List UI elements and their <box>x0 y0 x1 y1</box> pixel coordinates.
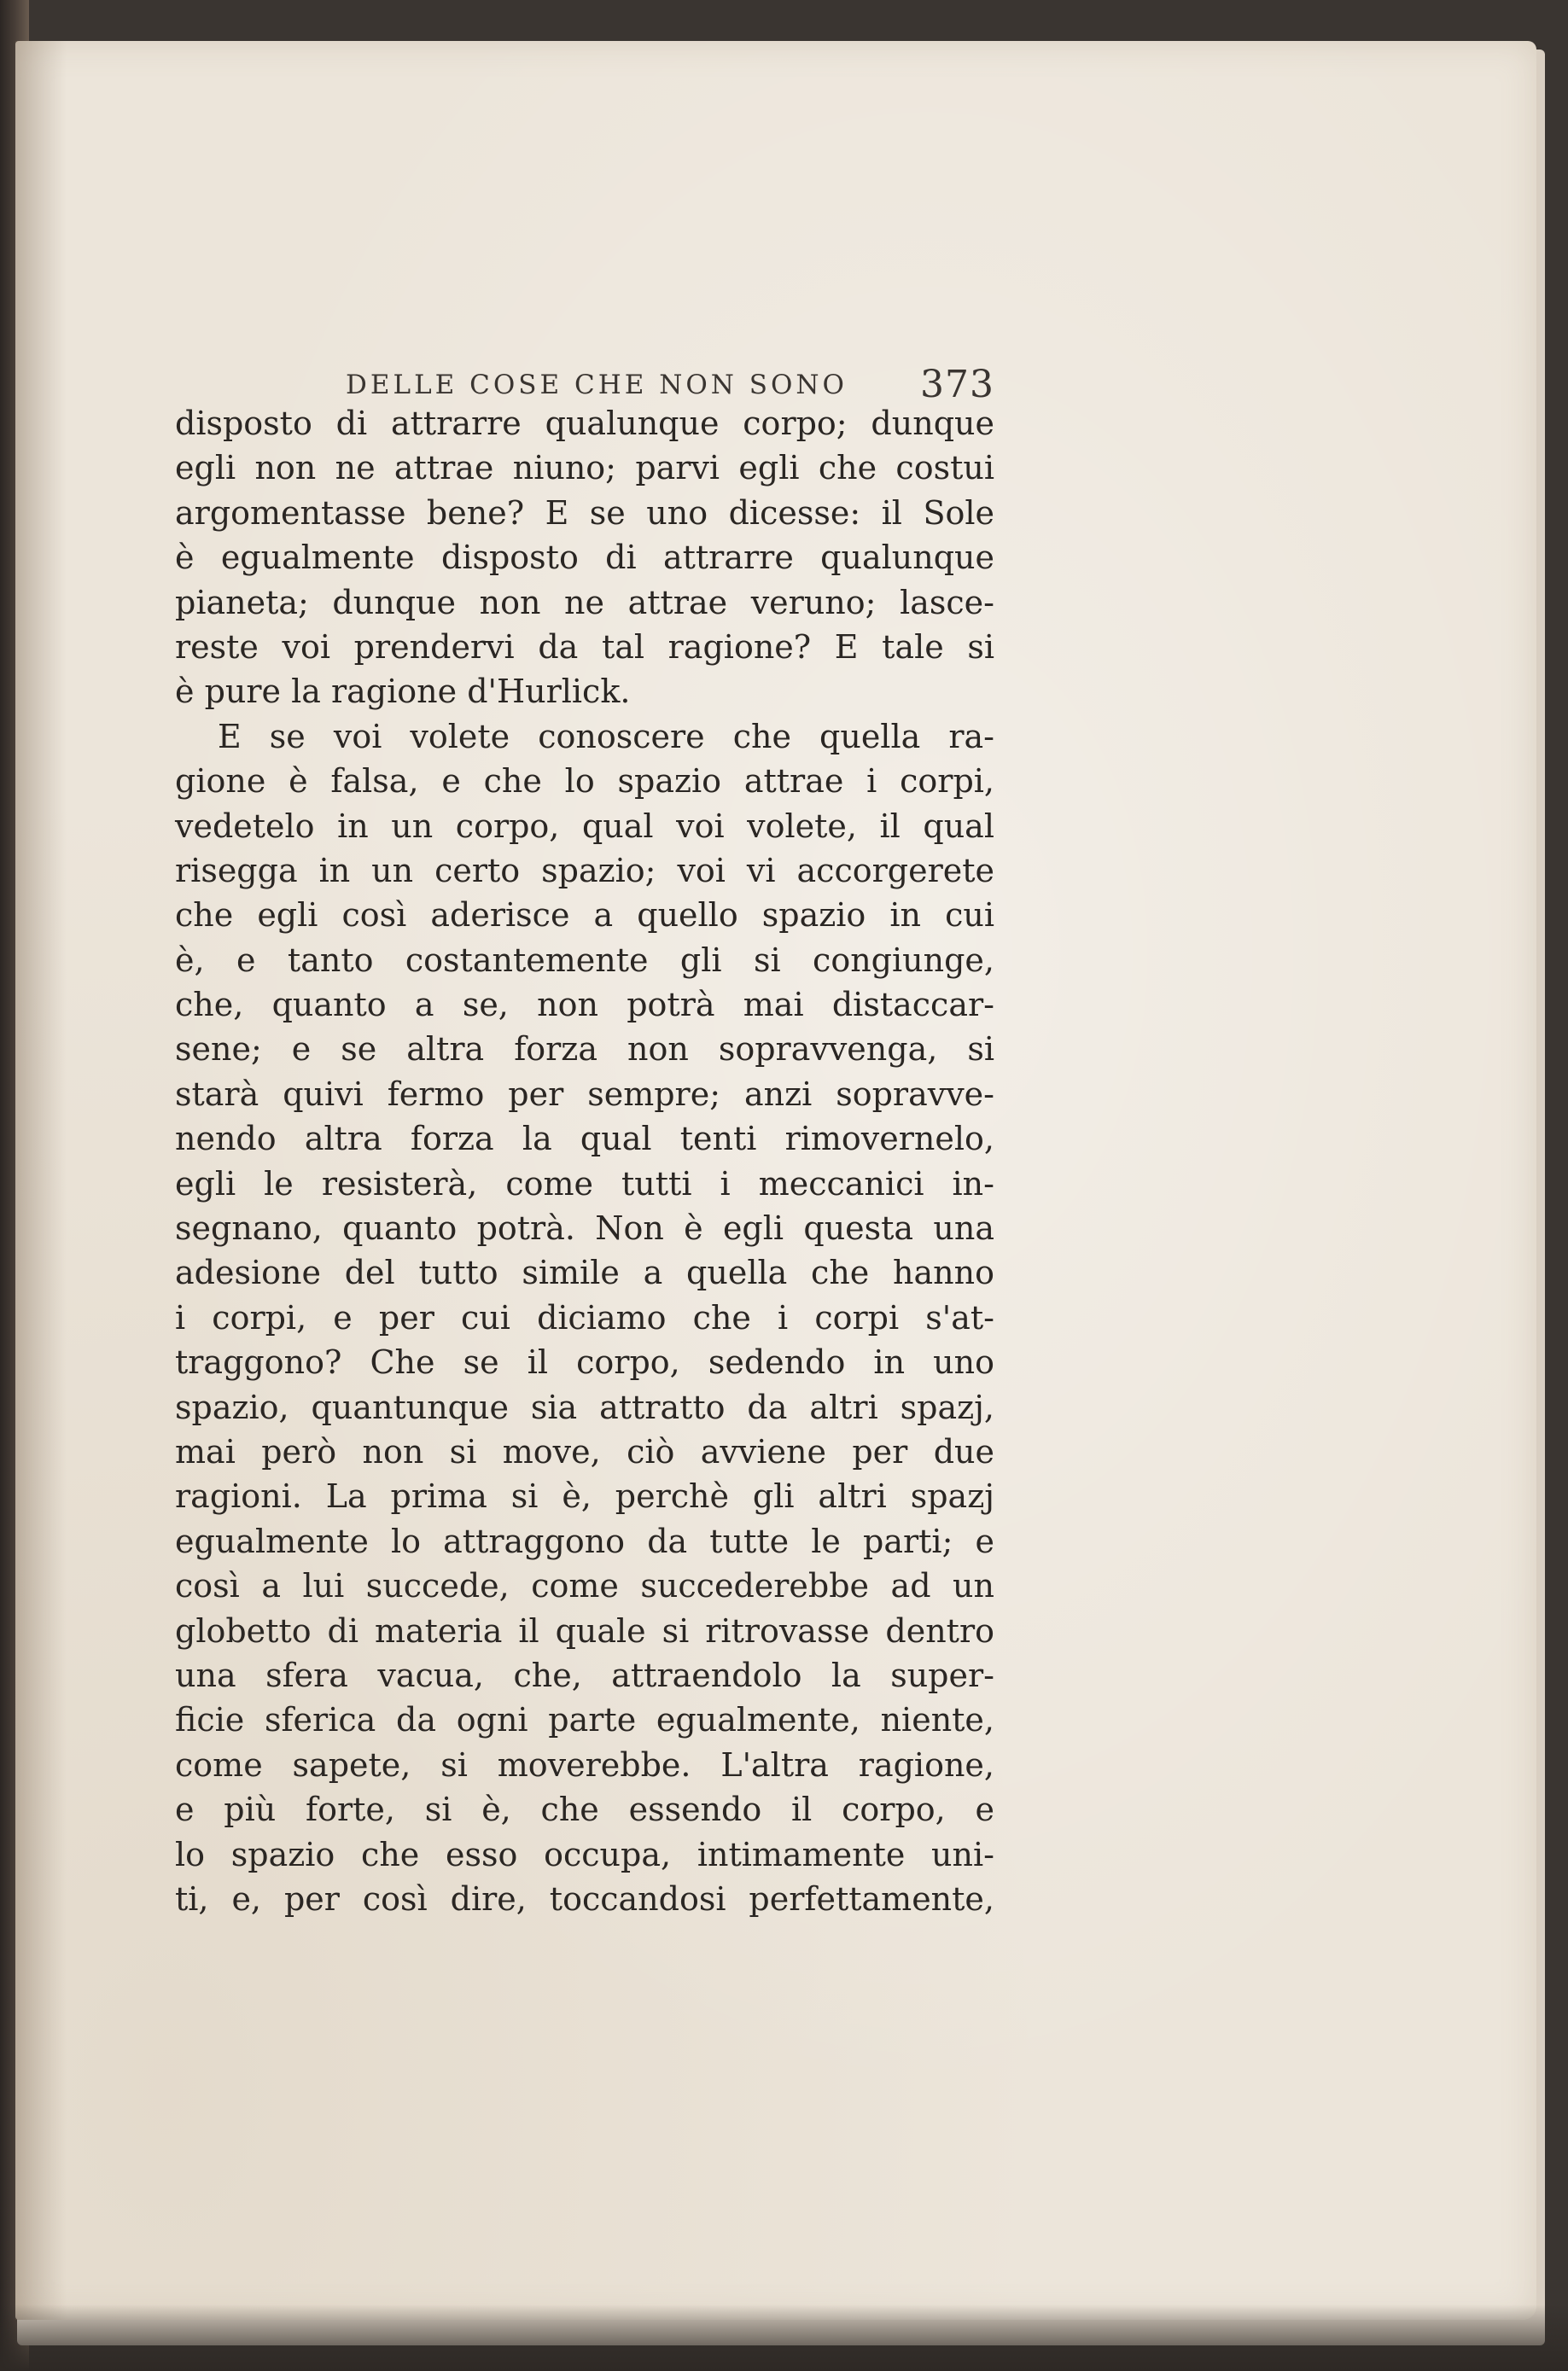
text-line: lo spazio che esso occupa, intimamente uni- <box>175 1835 994 1873</box>
text-line: traggono? Che se il corpo, sedendo in uno <box>175 1343 994 1382</box>
text-line: segnano, quanto potrà. Non è egli questa una <box>175 1209 994 1248</box>
page-number: 373 <box>920 363 994 406</box>
text-line: una sfera vacua, che, attraendolo la super- <box>175 1656 994 1694</box>
text-line: ti, e, per così dire, toccandosi perfettamente, <box>175 1879 994 1918</box>
text-line: che egli così aderisce a quello spazio in cui <box>175 896 994 935</box>
paragraph-end-line: è pure la ragione d'Hurlick. <box>175 673 631 711</box>
text-line: e più forte, si è, che essendo il corpo, e <box>175 1791 994 1829</box>
text-line: è egualmente disposto di attrarre qualunque <box>175 539 994 577</box>
text-line: pianeta; dunque non ne attrae veruno; lasce- <box>175 583 994 621</box>
text-line: egli le resisterà, come tutti i meccanici in- <box>175 1164 994 1203</box>
text-line: così a lui succede, come succederebbe ad un <box>175 1567 994 1605</box>
body-text <box>175 401 994 1921</box>
text-line: sene; e se altra forza non sopravvenga, si <box>175 1030 994 1069</box>
running-title: DELLE COSE CHE NON SONO <box>346 370 848 400</box>
text-line: come sapete, si moverebbe. L'altra ragione, <box>175 1745 994 1784</box>
text-line: mai però non si move, ciò avviene per due <box>175 1432 994 1471</box>
text-line: egli non ne attrae niuno; parvi egli che costui <box>175 449 994 487</box>
paragraph-start-line: E se voi volete conoscere che quella ra- <box>218 717 994 755</box>
page-gutter-shadow <box>15 41 67 2320</box>
text-line: disposto di attrarre qualunque corpo; dunque <box>175 405 994 442</box>
text-line: reste voi prendervi da tal ragione? E tale si <box>175 627 994 666</box>
text-line: è, e tanto costantemente gli si congiunge, <box>175 941 994 979</box>
text-line: globetto di materia il quale si ritrovasse dentro <box>175 1611 994 1650</box>
text-line: starà quivi fermo per sempre; anzi sopravve- <box>175 1075 994 1113</box>
text-line: risegga in un certo spazio; voi vi accorgerete <box>175 851 994 889</box>
text-line: adesione del tutto simile a quella che hanno <box>175 1254 994 1292</box>
text-line: gione è falsa, e che lo spazio attrae i corpi, <box>175 762 994 801</box>
text-line: nendo altra forza la qual tenti rimovernelo, <box>175 1120 994 1158</box>
text-line: i corpi, e per cui diciamo che i corpi s'at- <box>175 1298 994 1337</box>
running-head <box>346 363 994 404</box>
text-line: egualmente lo attraggono da tutte le parti; e <box>175 1522 994 1560</box>
text-line: ragioni. La prima si è, perchè gli altri spazj <box>175 1477 994 1516</box>
text-line: che, quanto a se, non potrà mai distaccar- <box>175 986 994 1024</box>
text-line: vedetelo in un corpo, qual voi volete, il qual <box>175 807 994 845</box>
bottom-shadow <box>0 2304 1568 2371</box>
text-line: spazio, quantunque sia attratto da altri spazj, <box>175 1388 994 1426</box>
text-line: argomentasse bene? E se uno dicesse: il Sole <box>175 493 994 532</box>
text-line: ficie sferica da ogni parte egualmente, niente, <box>175 1701 994 1739</box>
